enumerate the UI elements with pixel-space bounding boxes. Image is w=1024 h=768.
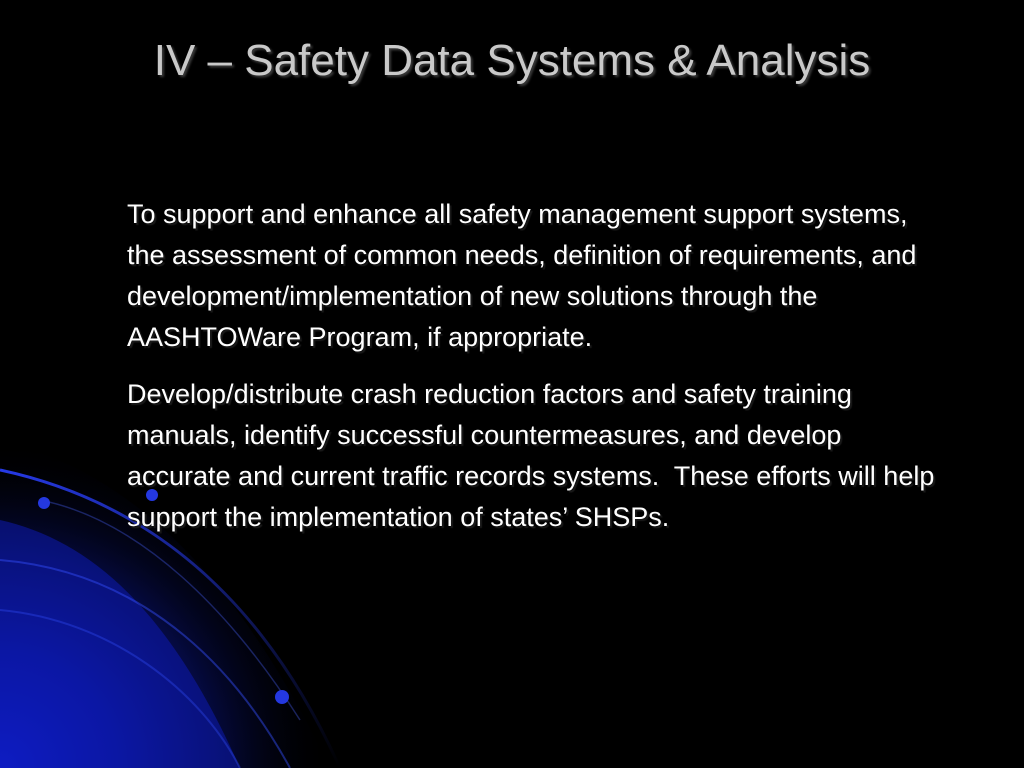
paragraph-support-systems: To support and enhance all safety management support systems, the assessment of common needs, definition of requirements, and development/implementation of new solutions through the AASHTOWare Program, if appropriate. [127,199,924,352]
slide-body [127,194,942,554]
paragraph-crash-reduction: Develop/distribute crash reduction factors and safety training manuals, identify successful countermeasures, and develop accurate and current traffic records systems. These efforts will help support the implementation of states’ SHSPs. [127,379,942,532]
slide-title: IV – Safety Data Systems & Analysis [153,36,871,85]
